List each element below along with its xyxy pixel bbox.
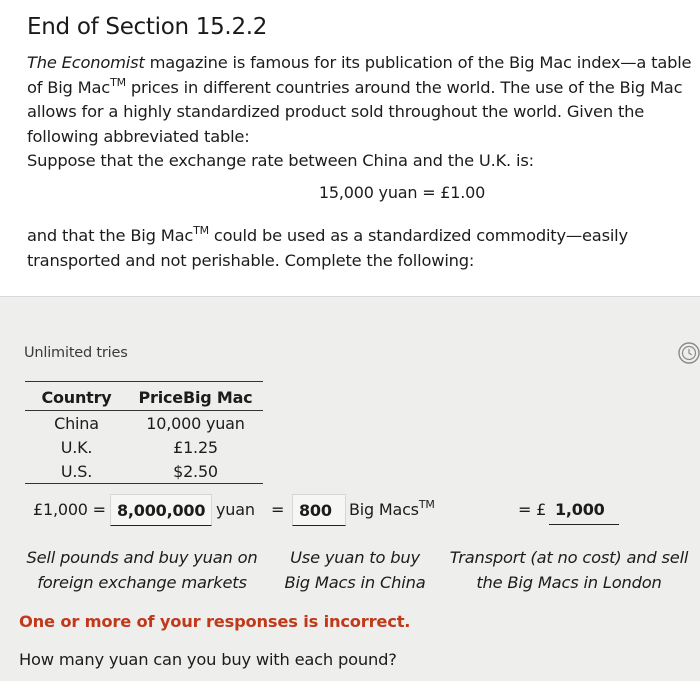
follow-up-question: How many yuan can you buy with each pound? (19, 650, 397, 669)
table-row (25, 411, 263, 436)
exchange-rate-equation: 15,000 yuan = £1.00 (318, 183, 486, 202)
exchange-rate-prompt: Suppose that the exchange rate between China and the U.K. is: (27, 151, 534, 170)
calc-equals-pound: = £ (518, 500, 547, 519)
table-header-row (25, 382, 263, 411)
header-country: Country (41, 388, 112, 407)
cell-price: $2.50 (173, 461, 218, 481)
incorrect-feedback: One or more of your responses is incorrect. (19, 612, 411, 631)
calc-unit-yuan: yuan (216, 500, 255, 519)
section-title: End of Section 15.2.2 (27, 14, 268, 40)
big-macs-answer-field[interactable]: 800 (292, 494, 346, 526)
history-icon[interactable] (677, 341, 700, 365)
big-mac-price-table (25, 381, 263, 484)
calc-lhs: £1,000 = (33, 500, 106, 519)
attempts-label: Unlimited tries (24, 345, 128, 361)
cell-country: China (54, 413, 99, 433)
caption-step-3: Transport (at no cost) and sell the Big Macs in London (449, 548, 689, 592)
caption-step-1: Sell pounds and buy yuan on foreign exchange markets (26, 548, 258, 592)
table-row (25, 435, 263, 459)
magazine-name: The Economist (27, 53, 145, 72)
outro-paragraph: and that the Big Mac™ could be used as a standardized commodity—easily transported and not perishable. Complete the following: (27, 224, 628, 270)
header-price: PriceBig Mac (138, 388, 253, 407)
pounds-answer-field[interactable]: 1,000 (549, 494, 619, 525)
cell-price: 10,000 yuan (146, 413, 245, 433)
cell-country: U.S. (60, 461, 93, 481)
calc-equals: = (271, 500, 285, 519)
cell-country: U.K. (60, 437, 93, 457)
calc-unit-big-macs: Big Macs™ (349, 498, 435, 519)
problem-statement-card (0, 0, 700, 297)
cell-price: £1.25 (173, 437, 218, 457)
table-row (25, 459, 263, 484)
intro-paragraph: The Economist magazine is famous for its publication of the Big Mac index—a table of Big Mac™ prices in different countries around the world. The use of the Big Mac allows for a highly standardized product sold throughout the world. Given the following abbreviated table: Suppose that the exchange rate between China and the U.K. is: (27, 53, 692, 170)
caption-step-2: Use yuan to buy Big Macs in China (284, 548, 426, 592)
yuan-answer-field[interactable]: 8,000,000 (110, 494, 212, 526)
